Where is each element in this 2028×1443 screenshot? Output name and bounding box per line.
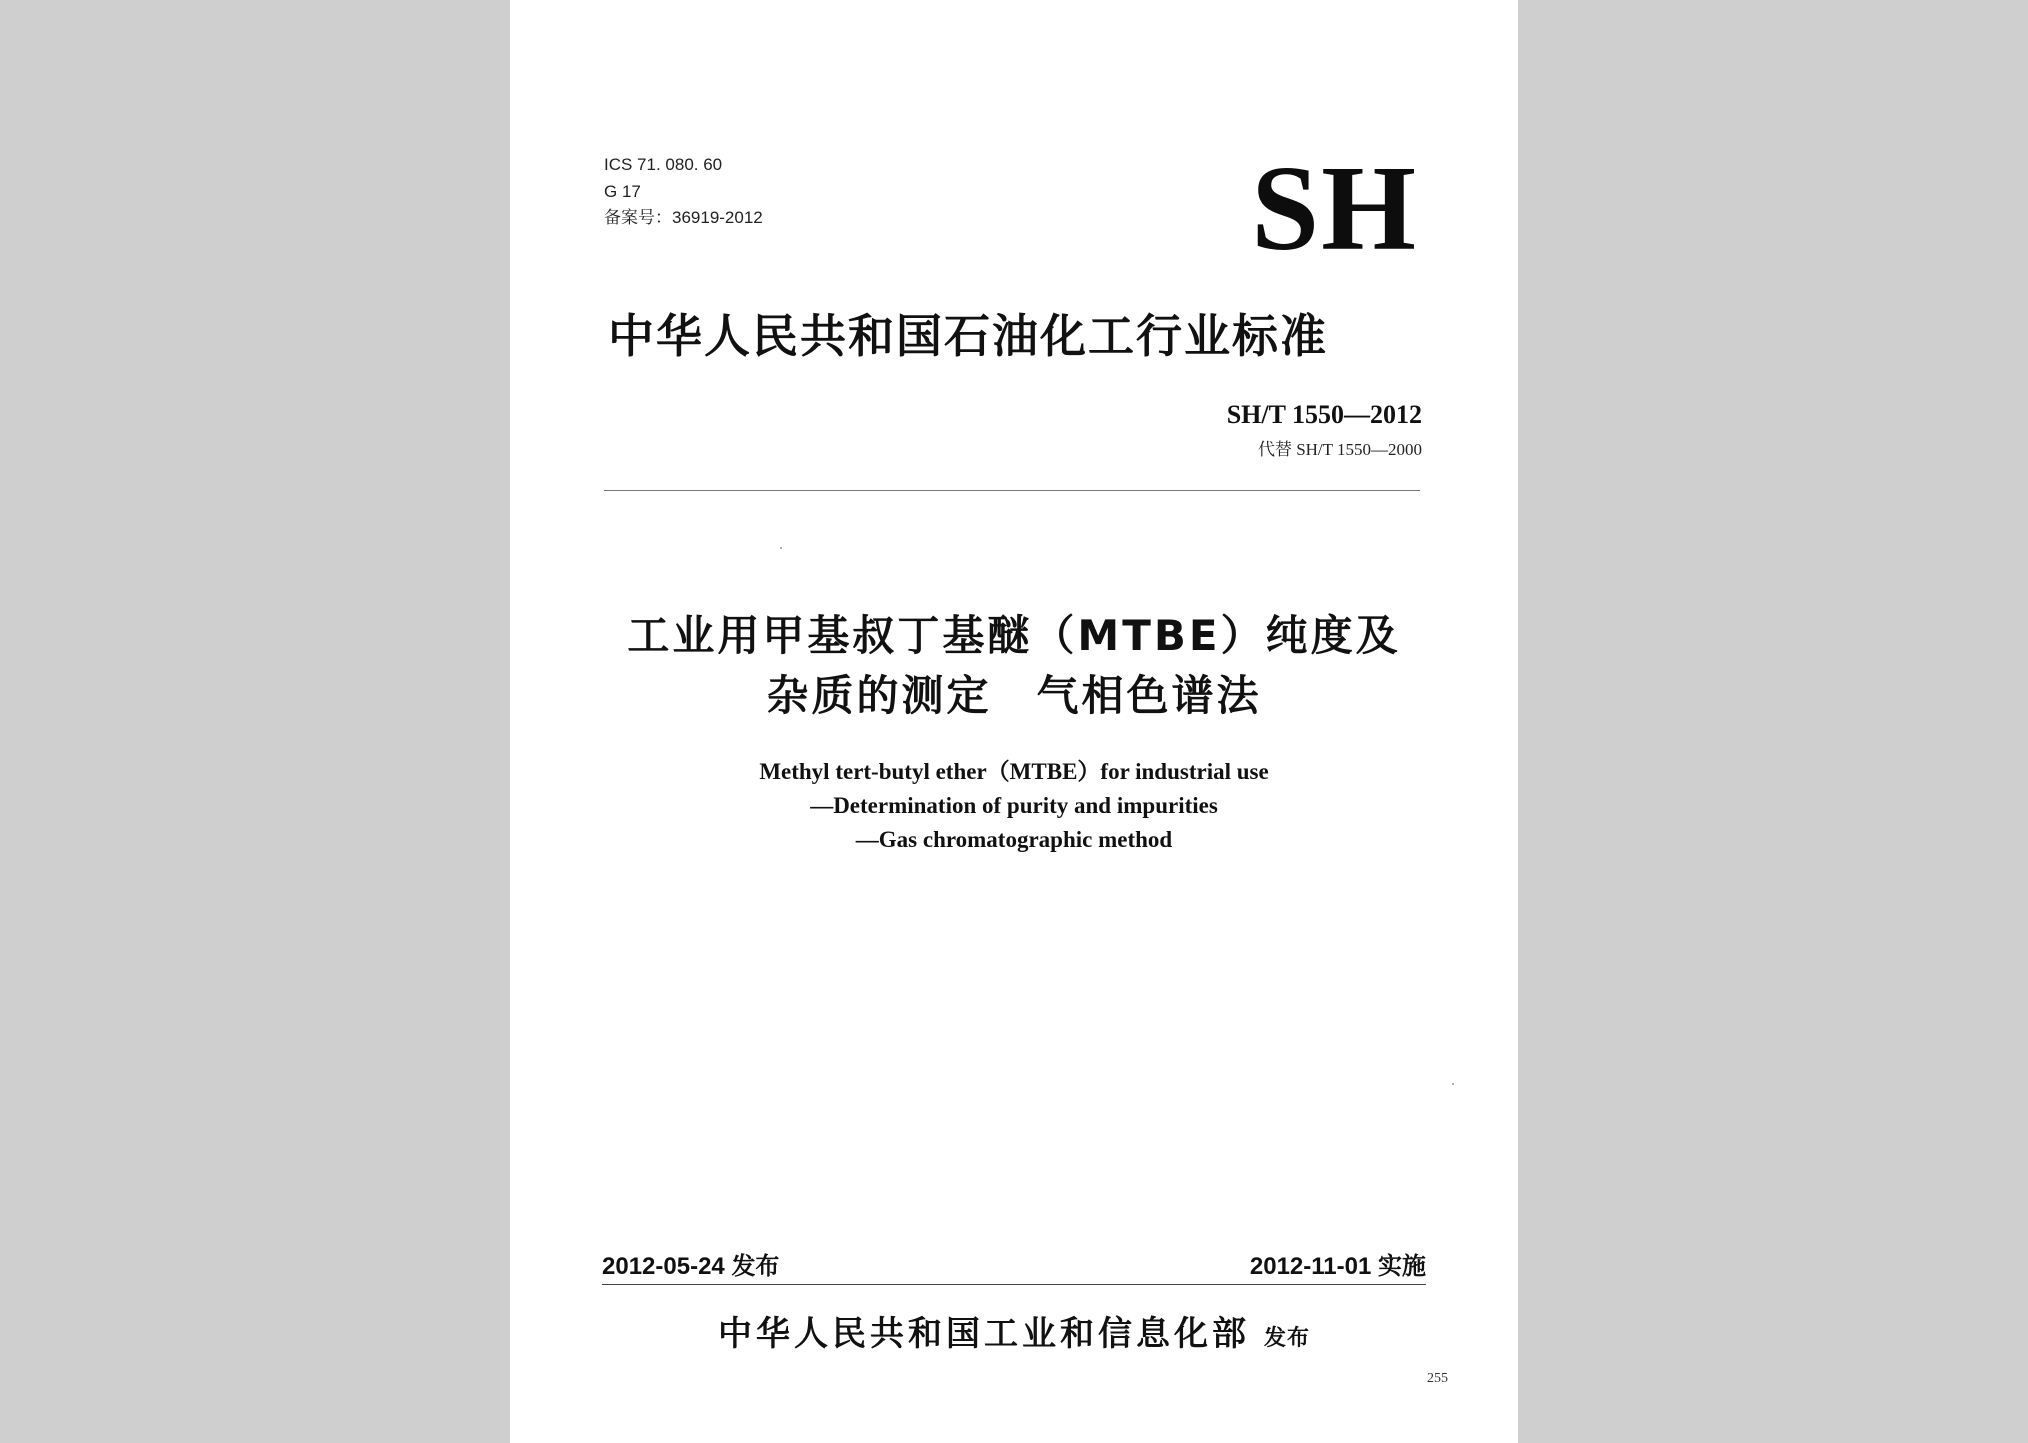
- cn-title-line-2: 杂质的测定 气相色谱法: [766, 671, 1262, 720]
- en-title-line-3: —Gas chromatographic method: [855, 827, 1173, 852]
- issuer-action: 发布: [1263, 1326, 1310, 1351]
- class-code: G 17: [604, 182, 641, 201]
- standard-category-title: 中华人民共和国石油化工行业标准: [608, 309, 1328, 363]
- cn-title-line-1: 工业用甲基叔丁基醚（MTBE）纯度及: [627, 611, 1401, 660]
- release-label: 发布: [731, 1252, 780, 1280]
- en-title-line-1: Methyl tert-butyl ether（MTBE）for industrial use: [759, 759, 1269, 784]
- document-page: [510, 0, 1518, 1443]
- replaces-standard: 代替 SH/T 1550—2000: [1257, 440, 1422, 459]
- en-title-line-2: —Determination of purity and impurities: [810, 793, 1218, 818]
- page-number: 255: [1427, 1371, 1448, 1386]
- standard-number: SH/T 1550—2012: [1226, 400, 1422, 429]
- footer-divider: [602, 1284, 1426, 1285]
- effective-date: [1250, 1252, 1426, 1281]
- sh-mark: SH: [1251, 141, 1418, 276]
- release-date-value: 2012-05-24: [602, 1253, 725, 1280]
- scan-speck: [780, 547, 782, 549]
- effective-date-value: 2012-11-01: [1249, 1253, 1372, 1280]
- record-number: 备案号：36919-2012: [604, 208, 763, 227]
- issuer-name: 中华人民共和国工业和信息化部: [717, 1314, 1250, 1354]
- effective-label: 实施: [1378, 1252, 1426, 1280]
- scan-speck: [1452, 1083, 1454, 1085]
- header-divider: [604, 490, 1420, 491]
- issuer: [510, 1314, 1518, 1359]
- ics-code: ICS 71. 080. 60: [604, 155, 723, 174]
- release-date: [602, 1252, 779, 1281]
